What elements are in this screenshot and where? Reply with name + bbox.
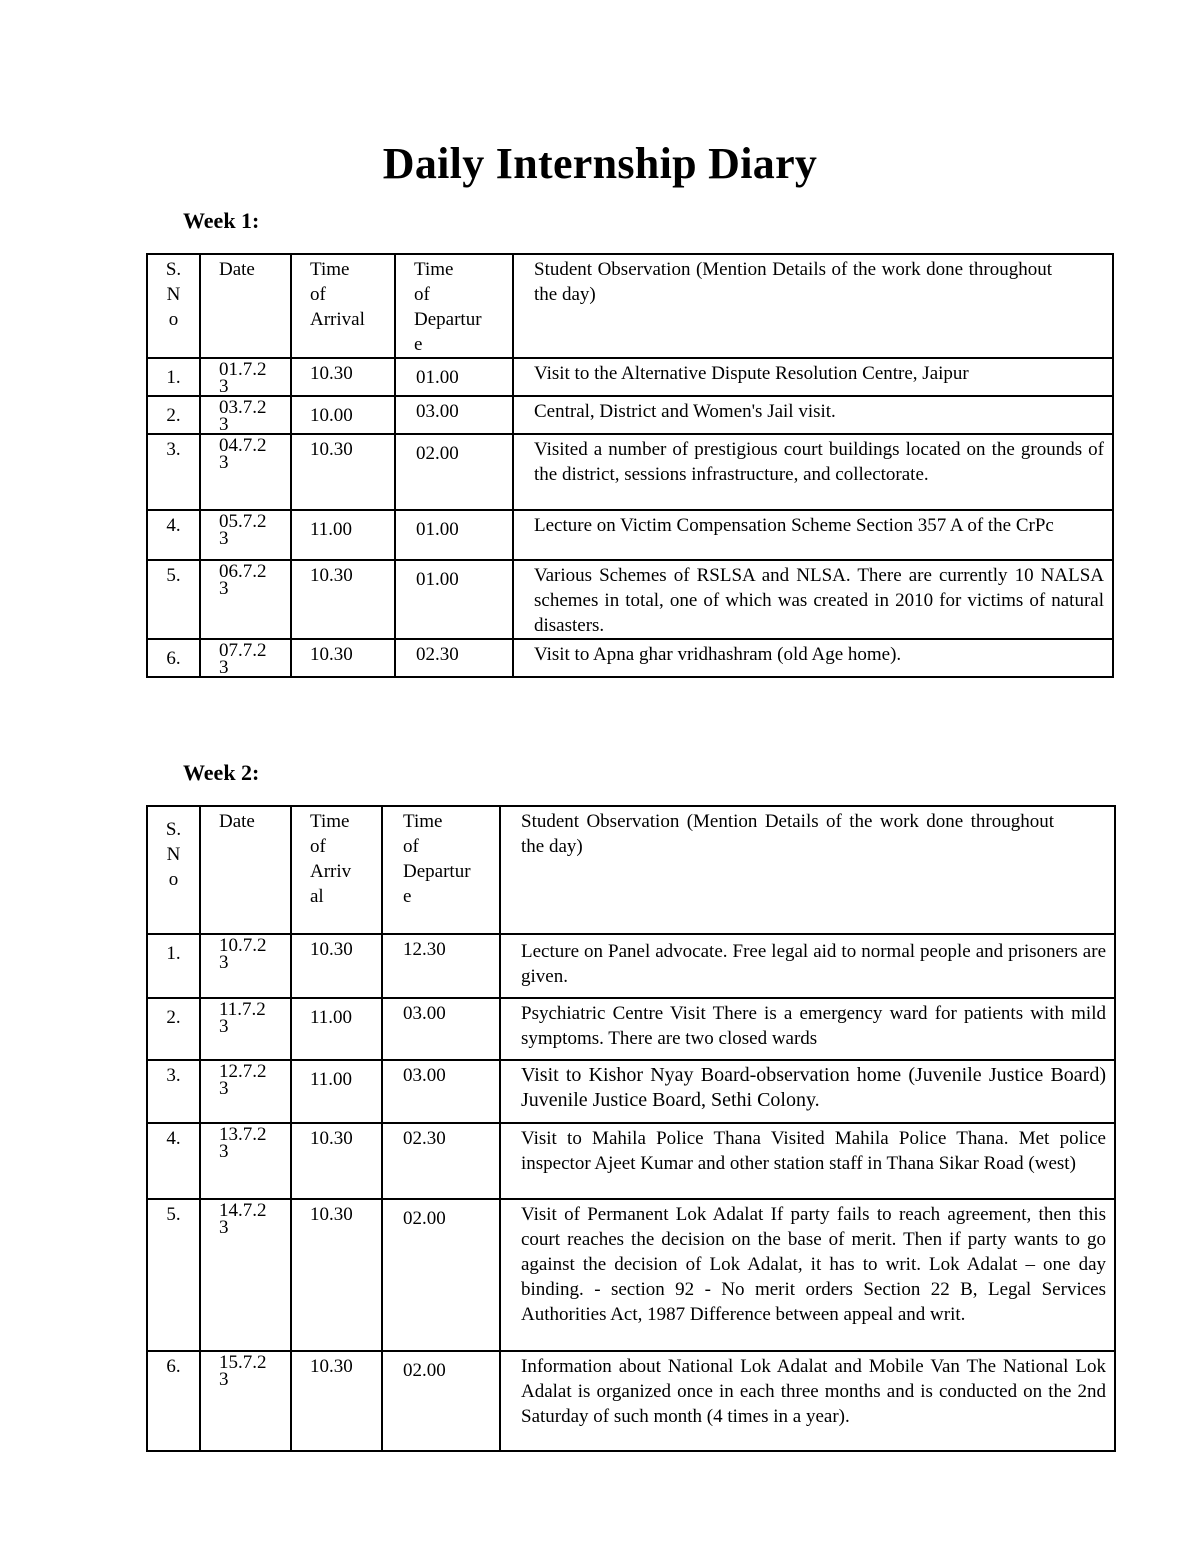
header-departure-line: e (403, 886, 412, 907)
date-cell (200, 510, 291, 560)
table-row (147, 434, 1113, 510)
header-arrival-line: al (310, 886, 324, 907)
table-row (147, 560, 1113, 639)
departure-cell: 01.00 (395, 510, 513, 560)
arrival-cell: 11.00 (291, 1060, 382, 1123)
header-departure-line: e (414, 334, 423, 355)
observation-cell: Lecture on Victim Compensation Scheme Section 357 A of the CrPc (513, 510, 1113, 560)
date-cell (200, 1060, 291, 1123)
observation-cell: Visited a number of prestigious court buildings located on the grounds of the district, sessions infrastructure, and collectorate. (513, 434, 1113, 510)
arrival-cell: 10.30 (291, 1351, 382, 1451)
arrival-cell: 11.00 (291, 998, 382, 1060)
departure-cell: 02.00 (382, 1351, 500, 1451)
header-arrival-line: of (310, 836, 326, 857)
sno-cell: 6. (147, 1351, 200, 1451)
header-departure-line: Departur (414, 309, 482, 330)
header-observation: Student Observation (Mention Details of the work done throughout the day) (513, 254, 1113, 358)
header-arrival (291, 806, 382, 934)
date-cell (200, 1123, 291, 1199)
departure-cell: 02.00 (395, 434, 513, 510)
date-line: 15.7.2 (219, 1352, 267, 1373)
departure-cell: 03.00 (382, 998, 500, 1060)
date-cell (200, 639, 291, 677)
table-row (147, 998, 1115, 1060)
date-line: 11.7.2 (219, 999, 266, 1020)
date-line: 04.7.2 (219, 435, 267, 456)
date-line: 3 (219, 376, 229, 397)
header-sno-line: N (166, 284, 181, 305)
table-header-row (147, 806, 1115, 934)
sno-cell: 5. (147, 1199, 200, 1351)
date-line: 3 (219, 1141, 229, 1162)
week-1-label: Week 1: (183, 208, 260, 233)
table-row (147, 396, 1113, 434)
arrival-cell: 10.30 (291, 1199, 382, 1351)
sno-cell: 3. (147, 434, 200, 510)
table-row (147, 934, 1115, 998)
header-departure-line: of (414, 284, 430, 305)
date-cell (200, 358, 291, 396)
date-line: 14.7.2 (219, 1200, 267, 1221)
header-date (200, 806, 291, 934)
date-line: 3 (219, 1217, 229, 1238)
observation-cell: Visit to Mahila Police Thana Visited Mahila Police Thana. Met police inspector Ajeet Kumar and other station staff in Thana Sikar Road (west) (500, 1123, 1115, 1199)
header-date-label: Date (219, 811, 255, 832)
departure-cell: 02.30 (382, 1123, 500, 1199)
date-line: 12.7.2 (219, 1061, 267, 1082)
arrival-cell: 10.30 (291, 934, 382, 998)
table-header-row (147, 254, 1113, 358)
date-line: 05.7.2 (219, 511, 267, 532)
departure-cell: 01.00 (395, 358, 513, 396)
departure-cell: 02.00 (382, 1199, 500, 1351)
departure-cell: 03.00 (395, 396, 513, 434)
header-date (200, 254, 291, 358)
date-line: 3 (219, 578, 229, 599)
date-cell (200, 434, 291, 510)
date-line: 3 (219, 1016, 229, 1037)
arrival-cell: 10.30 (291, 358, 395, 396)
observation-cell: Lecture on Panel advocate. Free legal aid to normal people and prisoners are given. (500, 934, 1115, 998)
header-arrival (291, 254, 395, 358)
date-line: 13.7.2 (219, 1124, 267, 1145)
observation-cell: Various Schemes of RSLSA and NLSA. There are currently 10 NALSA schemes in total, one of which was created in 2010 for victims of natural disasters. (513, 560, 1113, 639)
observation-cell: Central, District and Women's Jail visit. (513, 396, 1113, 434)
date-line: 3 (219, 1078, 229, 1099)
date-line: 3 (219, 952, 229, 973)
date-line: 10.7.2 (219, 935, 267, 956)
date-cell (200, 1351, 291, 1451)
sno-cell: 2. (147, 998, 200, 1060)
observation-cell: Information about National Lok Adalat and Mobile Van The National Lok Adalat is organized once in each three months and is conducted on the 2nd Saturday of such month (4 times in a year). (500, 1351, 1115, 1451)
sno-cell: 4. (147, 1123, 200, 1199)
date-cell (200, 934, 291, 998)
date-line: 3 (219, 452, 229, 473)
header-departure (382, 806, 500, 934)
sno-cell: 2. (147, 396, 200, 434)
observation-cell: Psychiatric Centre Visit There is a emergency ward for patients with mild symptoms. There are two closed wards (500, 998, 1115, 1060)
header-arrival-line: Arriv (310, 861, 352, 882)
header-arrival-line: of (310, 284, 326, 305)
date-line: 3 (219, 657, 229, 678)
arrival-cell: 10.00 (291, 396, 395, 434)
observation-cell: Visit to Apna ghar vridhashram (old Age home). (513, 639, 1113, 677)
table-row (147, 510, 1113, 560)
header-sno-line: o (168, 869, 179, 890)
date-line: 3 (219, 414, 229, 435)
arrival-cell: 10.30 (291, 639, 395, 677)
table-row (147, 639, 1113, 677)
header-sno-line: N (166, 844, 181, 865)
week-2-table (146, 805, 1116, 1452)
table-row (147, 358, 1113, 396)
date-cell (200, 396, 291, 434)
departure-cell: 03.00 (382, 1060, 500, 1123)
date-line: 3 (219, 528, 229, 549)
table-row (147, 1351, 1115, 1451)
page-title: Daily Internship Diary (382, 139, 818, 188)
header-arrival-line: Time (310, 259, 350, 280)
departure-cell: 12.30 (382, 934, 500, 998)
week-1-table (146, 253, 1114, 678)
header-arrival-line: Time (310, 811, 350, 832)
date-cell (200, 998, 291, 1060)
sno-cell: 1. (147, 934, 200, 998)
departure-cell: 02.30 (395, 639, 513, 677)
sno-cell: 3. (147, 1060, 200, 1123)
header-sno (147, 254, 200, 358)
header-sno-line: o (168, 309, 179, 330)
table-row (147, 1123, 1115, 1199)
sno-cell: 6. (147, 639, 200, 677)
header-sno-line: S. (165, 819, 182, 840)
sno-cell: 1. (147, 358, 200, 396)
sno-cell: 4. (147, 510, 200, 560)
arrival-cell: 11.00 (291, 510, 395, 560)
header-date-label: Date (219, 259, 255, 280)
header-departure-line: Departur (403, 861, 471, 882)
table-row (147, 1060, 1115, 1123)
observation-cell: Visit of Permanent Lok Adalat If party fails to reach agreement, then this court reaches the decision on the base of merit. Then if party wants to go against the decision of Lok Adalat, it has to writ. Lok Adalat – one day binding. - section 92 - No merit orders Section 22 B, Legal Services Authorities Act, 1987 Difference between appeal and writ. (500, 1199, 1115, 1351)
date-line: 01.7.2 (219, 359, 267, 380)
header-observation: Student Observation (Mention Details of the work done throughout the day) (500, 806, 1115, 934)
date-line: 3 (219, 1369, 229, 1390)
header-sno-line: S. (165, 259, 182, 280)
header-sno (147, 806, 200, 934)
header-departure-line: Time (414, 259, 454, 280)
header-departure-line: Time (403, 811, 443, 832)
observation-cell: Visit to the Alternative Dispute Resolution Centre, Jaipur (513, 358, 1113, 396)
week-2-label: Week 2: (183, 760, 260, 785)
date-cell (200, 1199, 291, 1351)
header-arrival-line: Arrival (310, 309, 365, 330)
date-line: 06.7.2 (219, 561, 267, 582)
arrival-cell: 10.30 (291, 434, 395, 510)
arrival-cell: 10.30 (291, 1123, 382, 1199)
date-line: 07.7.2 (219, 640, 267, 661)
header-departure (395, 254, 513, 358)
date-cell (200, 560, 291, 639)
departure-cell: 01.00 (395, 560, 513, 639)
observation-cell: Visit to Kishor Nyay Board-observation home (Juvenile Justice Board) Juvenile Justice Board, Sethi Colony. (500, 1060, 1115, 1123)
date-line: 03.7.2 (219, 397, 267, 418)
sno-cell: 5. (147, 560, 200, 639)
table-row (147, 1199, 1115, 1351)
header-departure-line: of (403, 836, 419, 857)
arrival-cell: 10.30 (291, 560, 395, 639)
